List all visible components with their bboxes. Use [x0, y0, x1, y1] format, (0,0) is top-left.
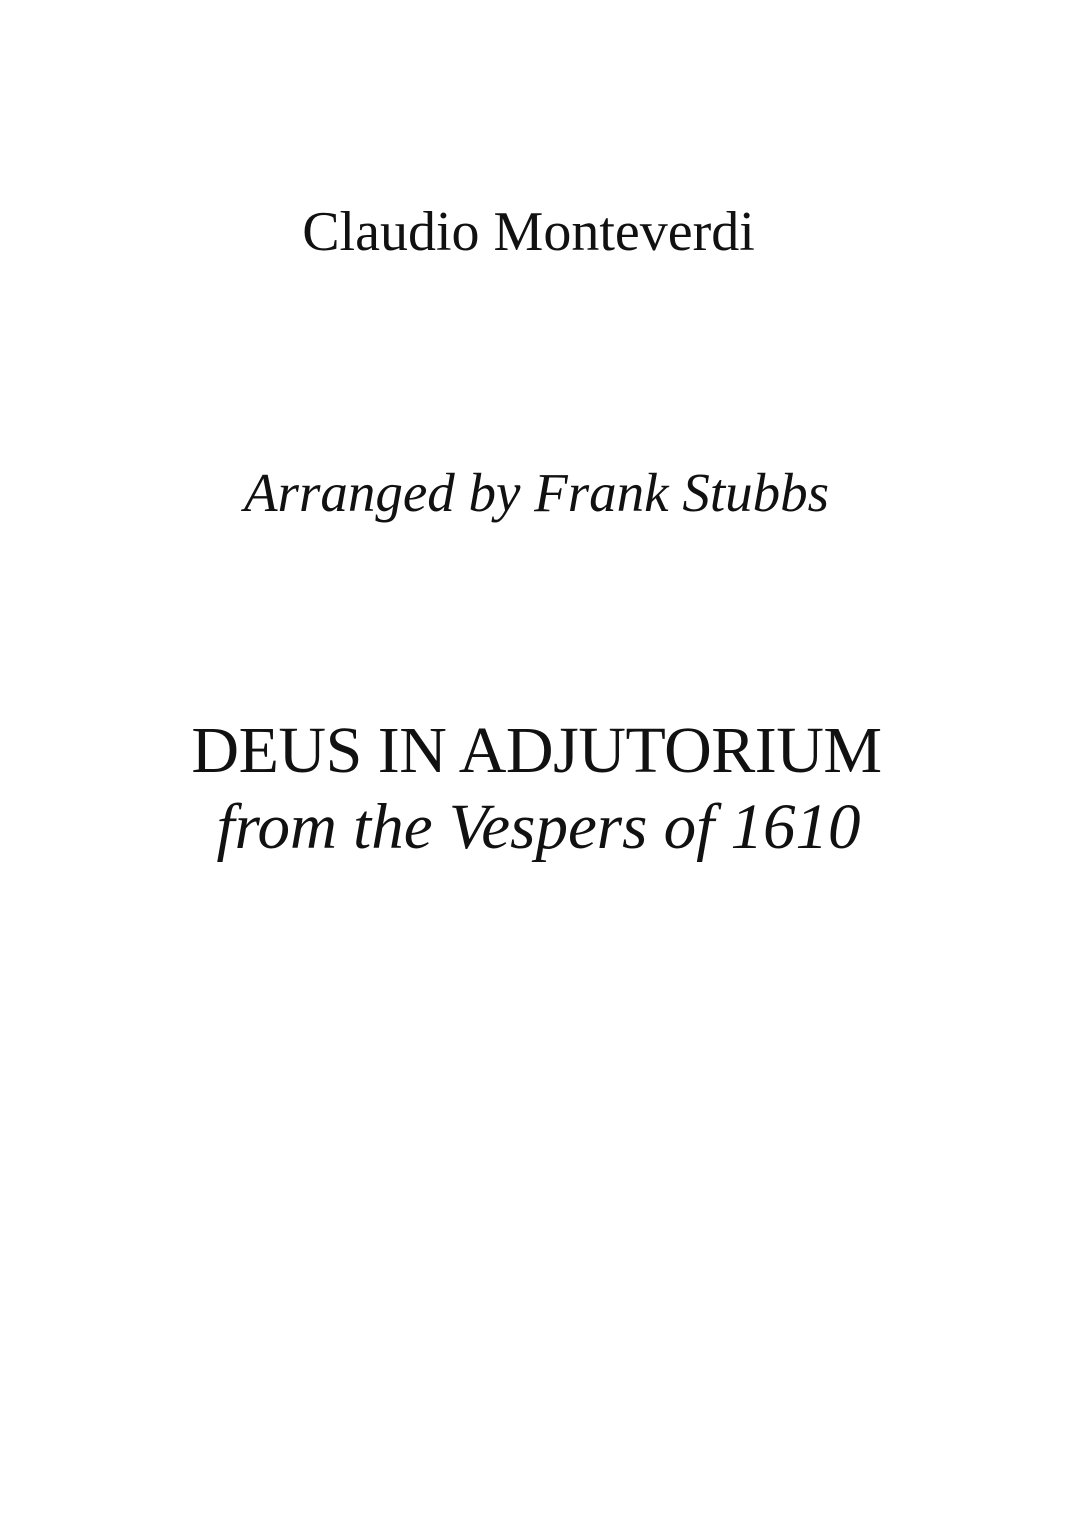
work-subtitle: from the Vespers of 1610 — [216, 791, 861, 863]
composer-name: Claudio Monteverdi — [302, 201, 755, 263]
arranger-credit: Arranged by Frank Stubbs — [243, 462, 830, 523]
work-title: DEUS IN ADJUTORIUM — [191, 714, 882, 787]
